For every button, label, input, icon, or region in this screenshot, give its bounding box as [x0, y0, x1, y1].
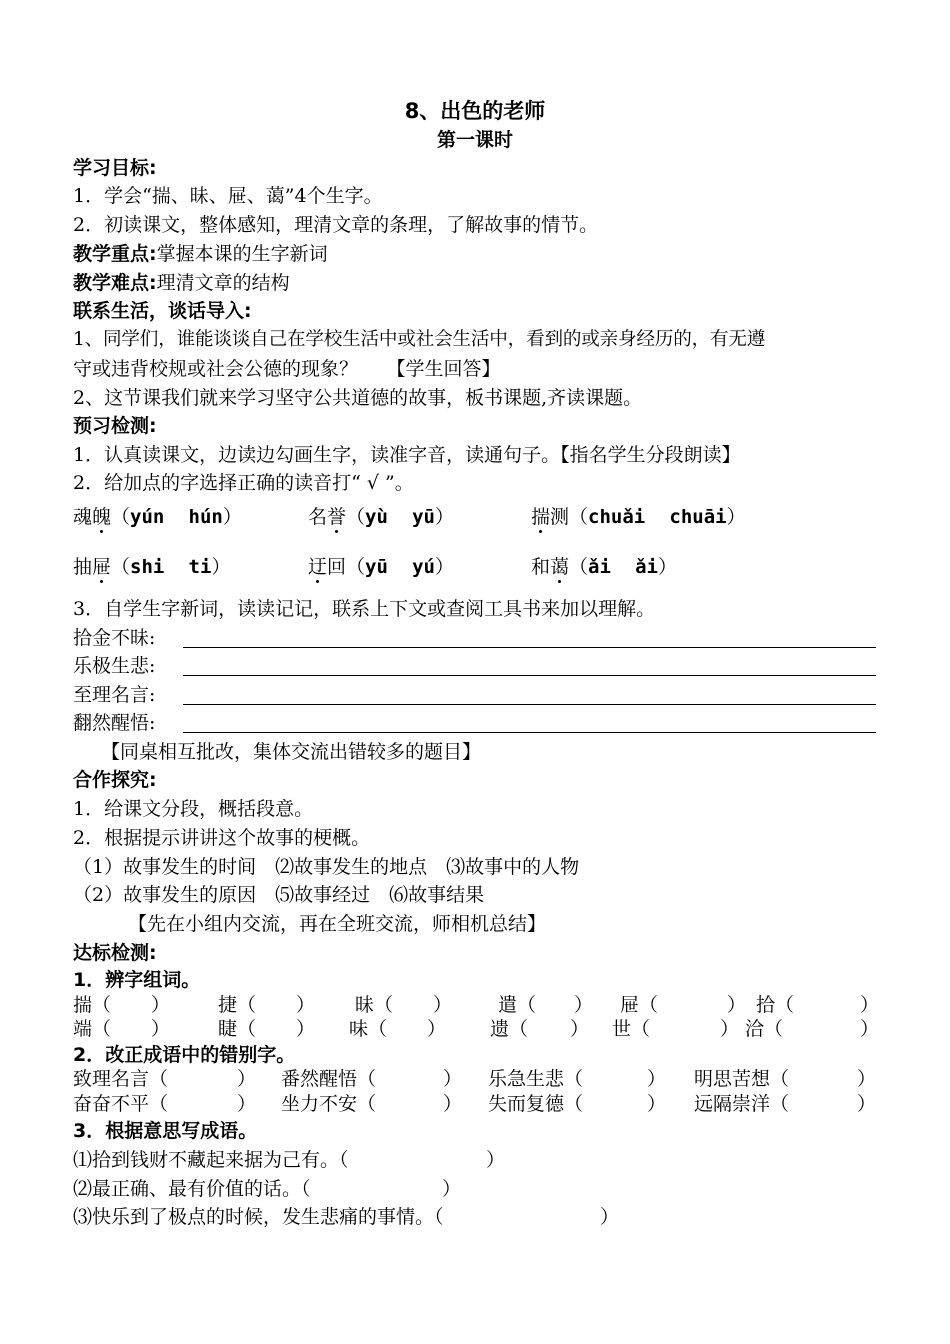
char-blank[interactable]: 洽（ [745, 1018, 784, 1040]
pinyin-option[interactable]: hún [188, 506, 223, 528]
goal-item: 1．学会“揣、昧、屉、蔼”4个生字。 [73, 185, 383, 207]
meaning-item[interactable]: ⑴拾到钱财不藏起来据为己有。（ [73, 1149, 349, 1171]
pinyin-option[interactable]: shi [130, 556, 165, 578]
difficulty [73, 274, 290, 293]
dotted-char: 誉 [327, 506, 347, 528]
pinyin-option[interactable]: ǎi [588, 556, 611, 578]
pinyin-option[interactable]: chuǎi [588, 506, 646, 528]
idiom-blank-close: ） [857, 1068, 877, 1090]
key-point [73, 245, 328, 264]
intro-heading: 联系生活，谈话导入: [73, 300, 252, 322]
idiom-blank-close: ） [237, 1068, 257, 1090]
char-blank-close: ） [860, 994, 880, 1016]
word-part: 回 [327, 556, 347, 578]
intro-line: 1、同学们，谁能谈谈自己在学校生活中或社会生活中，看到的或亲身经历的，有无遵 [73, 329, 766, 350]
pinyin-option[interactable]: ǎi [635, 556, 658, 578]
idiom-blank-close: ） [443, 1068, 463, 1090]
char-blank-close: ） [727, 994, 747, 1016]
key-point-text: 掌握本课的生字新词 [156, 243, 328, 265]
char-blank[interactable]: 拾（ [756, 994, 795, 1016]
char-blank-close: ） [433, 994, 453, 1016]
pinyin-option[interactable]: yù [365, 506, 388, 528]
test-question: 2．改正成语中的错别字。 [73, 1044, 296, 1066]
char-blank-close: ） [296, 1018, 316, 1040]
idiom-label: 至理名言: [73, 684, 156, 706]
preview-item: 3．自学生字新词，读读记记，联系上下文或查阅工具书来加以理解。 [73, 598, 656, 620]
pinyin-item: 和蔼（ǎi ǎi） [531, 556, 678, 578]
dotted-char: 屉 [92, 556, 112, 578]
answer-line[interactable] [183, 647, 876, 648]
test-heading: 达标检测: [73, 942, 157, 964]
word-part: 和 [531, 556, 551, 578]
pinyin-option[interactable]: yū [365, 556, 388, 578]
test-question: 3．根据意思写成语。 [73, 1120, 258, 1142]
pinyin-item: 名誉（yù yū） [308, 506, 455, 528]
idiom-blank[interactable]: 坐力不安（ [281, 1093, 377, 1115]
answer-line[interactable] [183, 732, 876, 733]
word-part: 魂 [73, 506, 93, 528]
word-part: 名 [308, 506, 328, 528]
coop-note: 【先在小组内交流，再在全班交流，师相机总结】 [128, 913, 547, 935]
idiom-blank[interactable]: 番然醒悟（ [281, 1068, 377, 1090]
preview-item: 1．认真读课文，边读边勾画生字，读准字音，读通句子。【指名学生分段朗读】 [73, 444, 741, 466]
char-blank-close: ） [427, 1018, 447, 1040]
pinyin-option[interactable]: yú [412, 556, 435, 578]
answer-line[interactable] [183, 675, 876, 676]
difficulty-label: 教学难点: [73, 272, 157, 294]
goals-heading: 学习目标: [73, 157, 157, 179]
char-blank-close: ） [296, 994, 316, 1016]
idiom-blank[interactable]: 远隔崇洋（ [694, 1093, 790, 1115]
pinyin-option[interactable]: ti [188, 556, 212, 578]
coop-item: 1．给课文分段，概括段意。 [73, 798, 314, 820]
char-blank[interactable]: 遗（ [490, 1018, 529, 1040]
char-blank-close: ） [151, 994, 171, 1016]
char-blank[interactable]: 味（ [349, 1018, 388, 1040]
word-part: 抽 [73, 556, 93, 578]
idiom-blank-close: ） [857, 1093, 877, 1115]
idiom-blank[interactable]: 明思苦想（ [694, 1068, 790, 1090]
idiom-blank[interactable]: 失而复德（ [488, 1093, 584, 1115]
preview-item: 2．给加点的字选择正确的读音打“ √ ”。 [73, 472, 414, 494]
coop-hint: （2）故事发生的原因 ⑸故事经过 ⑹故事结果 [73, 884, 485, 906]
key-point-label: 教学重点: [73, 243, 157, 265]
test-question: 1．辨字组词。 [73, 969, 201, 991]
preview-note: 【同桌相互批改，集体交流出错较多的题目】 [101, 741, 482, 763]
word-part: 测 [550, 506, 570, 528]
pinyin-item: 迂回（yū yú） [308, 556, 455, 578]
char-blank[interactable]: 端（ [73, 1018, 112, 1040]
idiom-label: 翻然醒悟: [73, 712, 156, 734]
coop-hint: （1）故事发生的时间 ⑵故事发生的地点 ⑶故事中的人物 [73, 856, 580, 878]
char-blank-close: ） [574, 994, 594, 1016]
dotted-char: 揣 [531, 506, 551, 528]
char-blank[interactable]: 睫（ [218, 1018, 257, 1040]
page-title: 8、出色的老师 [404, 99, 546, 123]
preview-heading: 预习检测: [73, 415, 157, 437]
goal-item: 2．初读课文，整体感知，理清文章的条理，了解故事的情节。 [73, 214, 599, 236]
idiom-blank[interactable]: 乐急生悲（ [488, 1068, 584, 1090]
char-blank-close: ） [860, 1018, 880, 1040]
idiom-blank-close: ） [237, 1093, 257, 1115]
meaning-close: ） [486, 1149, 506, 1171]
dotted-char: 蔼 [550, 556, 570, 578]
char-blank[interactable]: 揣（ [73, 994, 112, 1016]
char-blank-close: ） [570, 1018, 590, 1040]
meaning-close: ） [600, 1206, 620, 1228]
char-blank-close: ） [720, 1018, 740, 1040]
idiom-blank[interactable]: 致理名言（ [73, 1068, 169, 1090]
char-blank[interactable]: 遣（ [498, 994, 537, 1016]
char-blank[interactable]: 世（ [612, 1018, 651, 1040]
meaning-item[interactable]: ⑶快乐到了极点的时候，发生悲痛的事情。（ [73, 1206, 444, 1228]
idiom-blank-close: ） [443, 1093, 463, 1115]
difficulty-text: 理清文章的结构 [156, 272, 290, 294]
pinyin-item: 魂魄（yún hún） [73, 506, 242, 528]
char-blank-close: ） [151, 1018, 171, 1040]
coop-item: 2．根据提示讲讲这个故事的梗概。 [73, 827, 371, 849]
dotted-char: 魄 [92, 506, 112, 528]
char-blank[interactable]: 屉（ [620, 994, 659, 1016]
idiom-label: 拾金不昧: [73, 627, 156, 649]
pinyin-option[interactable]: yū [412, 506, 435, 528]
idiom-blank-close: ） [647, 1068, 667, 1090]
pinyin-option[interactable]: yún [130, 506, 165, 528]
intro-line: 2、这节课我们就来学习坚守公共道德的故事，板书课题,齐读课题。 [73, 387, 643, 409]
idiom-blank[interactable]: 奋奋不平（ [73, 1093, 169, 1115]
meaning-item[interactable]: ⑵最正确、最有价值的话。（ [73, 1178, 311, 1200]
meaning-close: ） [442, 1178, 462, 1200]
idiom-blank-close: ） [647, 1093, 667, 1115]
char-blank[interactable]: 昧（ [355, 994, 394, 1016]
page-subtitle: 第一课时 [436, 129, 513, 151]
coop-heading: 合作探究: [73, 769, 157, 791]
answer-line[interactable] [183, 704, 876, 705]
intro-line: 守或违背校规或社会公德的现象？ 【学生回答】 [73, 358, 501, 380]
pinyin-option[interactable]: chuāi [669, 506, 727, 528]
pinyin-item: 揣测（chuǎi chuāi） [531, 506, 746, 528]
char-blank[interactable]: 捷（ [218, 994, 257, 1016]
pinyin-item: 抽屉（shi ti） [73, 556, 231, 578]
dotted-char: 迂 [308, 556, 328, 578]
idiom-label: 乐极生悲: [73, 655, 156, 677]
